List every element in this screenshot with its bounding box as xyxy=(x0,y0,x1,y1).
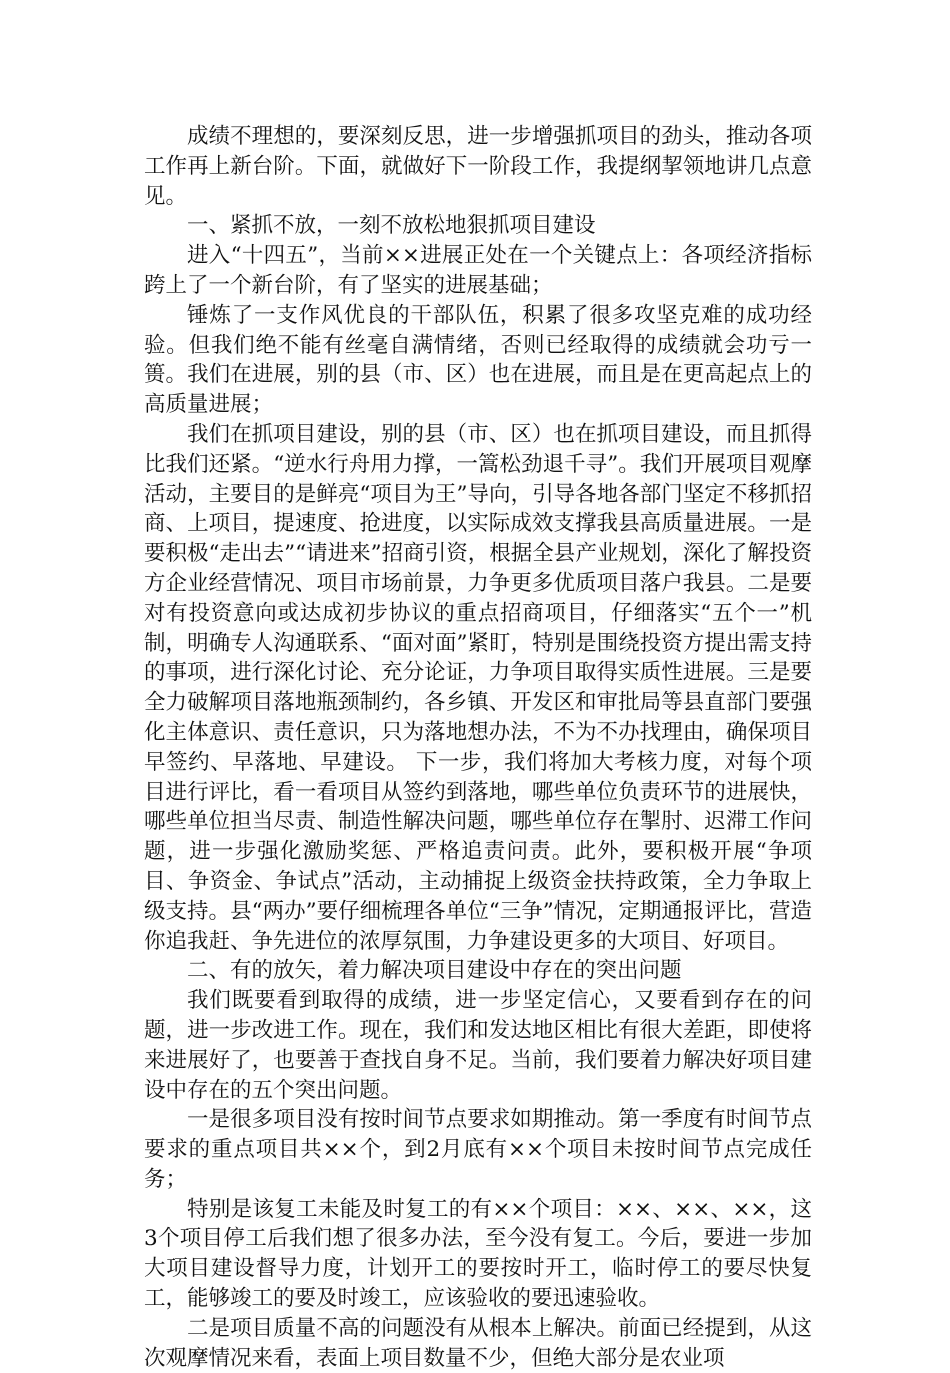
paragraph: 锤炼了一支作风优良的干部队伍，积累了很多攻坚克难的成功经验。但我们绝不能有丝毫自满情绪，否则已经取得的成绩就会功亏一篑。我们在进展，别的县（市、区）也在进展，而且是在更高起点上的高质量进展； xyxy=(144,302,812,418)
paragraph: 二是项目质量不高的问题没有从根本上解决。前面已经提到，从这次观摩情况来看，表面上项目数量不少，但绝大部分是农业项 xyxy=(144,1315,812,1371)
paragraph-intro: 成绩不理想的，要深刻反思，进一步增强抓项目的劲头，推动各项工作再上新台阶。下面，就做好下一阶段工作，我提纲挈领地讲几点意见。 xyxy=(144,124,812,209)
paragraph: 进入“十四五”，当前××进展正处在一个关键点上：各项经济指标跨上了一个新台阶，有了坚实的进展基础； xyxy=(144,243,812,298)
paragraph: 一是很多项目没有按时间节点要求如期推动。第一季度有时间节点要求的重点项目共××个，到2月底有××个项目未按时间节点完成任务； xyxy=(144,1107,812,1192)
paragraph: 我们既要看到取得的成绩，进一步坚定信心，又要看到存在的问题，进一步改进工作。现在，我们和发达地区相比有很大差距，即使将来进展好了，也要善于查找自身不足。当前，我们要着力解决好项目建设中存在的五个突出问题。 xyxy=(144,988,812,1103)
paragraph: 特别是该复工未能及时复工的有××个项目：××、××、××，这3个项目停工后我们想了很多办法，至今没有复工。今后，要进一步加大项目建设督导力度，计划开工的要按时开工，临时停工的要尽快复工，能够竣工的要及时竣工，应该验收的要迅速验收。 xyxy=(144,1196,812,1312)
section-heading-1: 一、紧抓不放，一刻不放松地狠抓项目建设 xyxy=(187,213,596,239)
section-heading-2: 二、有的放矢，着力解决项目建设中存在的突出问题 xyxy=(187,958,682,984)
document-body xyxy=(144,122,812,1373)
paragraph: 我们在抓项目建设，别的县（市、区）也在抓项目建设，而且抓得比我们还紧。“逆水行舟用力撑，一篙松劲退千寻”。我们开展项目观摩活动，主要目的是鲜亮“项目为王”导向，引导各地各部门坚定不移抓招商、上项目，提速度、抢进度，以实际成效支撑我县高质量进展。一是要积极“走出去”“请进来”招商引资，根据全县产业规划，深化了解投资方企业经营情况、项目市场前景，力争更多优质项目落户我县。二是要对有投资意向或达成初步协议的重点招商项目，仔细落实“五个一”机制，明确专人沟通联系、“面对面”紧盯，特别是围绕投资方提出需支持的事项，进行深化讨论、充分论证，力争项目取得实质性进展。三是要全力破解项目落地瓶颈制约，各乡镇、开发区和审批局等县直部门要强化主体意识、责任意识，只为落地想办法，不为不办找理由，确保项目早签约、早落地、早建设。 下一步，我们将加大考核力度，对每个项目进行评比，看一看项目从签约到落地，哪些单位负责环节的进展快，哪些单位担当尽责、制造性解决问题，哪些单位存在掣肘、迟滞工作问题，进一步强化激励奖惩、严格追责问责。此外，要积极开展“争项目、争资金、争试点”活动，主动捕捉上级资金扶持政策，全力争取上级支持。县“两办”要仔细梳理各单位“三争”情况，定期通报评比，营造你追我赶、争先进位的浓厚氛围，力争建设更多的大项目、好项目。 xyxy=(144,421,812,954)
